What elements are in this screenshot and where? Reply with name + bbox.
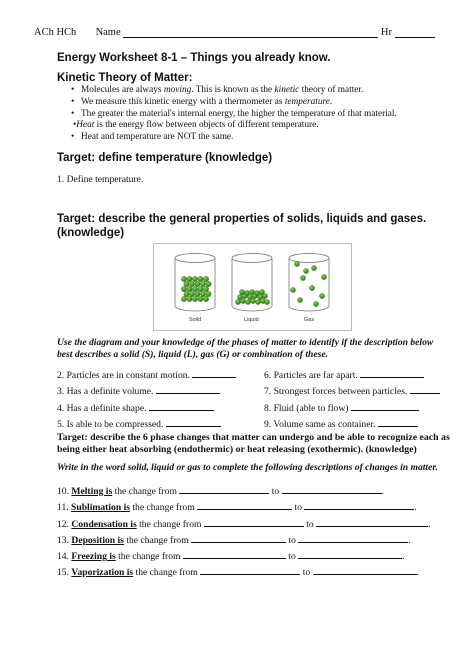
phase-question: 9. Volume same as container. bbox=[264, 417, 440, 433]
from-blank[interactable] bbox=[204, 517, 304, 527]
phase-change-question: 13. Deposition is the change from to . bbox=[57, 534, 411, 546]
phase-question: 8. Fluid (able to flow) bbox=[264, 401, 440, 417]
solid-particle bbox=[200, 281, 205, 286]
solid-particle bbox=[198, 276, 203, 281]
solid-particle bbox=[189, 281, 194, 286]
to-blank[interactable] bbox=[304, 500, 414, 510]
from-blank[interactable] bbox=[179, 484, 269, 494]
gas-particle bbox=[294, 261, 299, 266]
solid-particle bbox=[206, 291, 211, 296]
bullet-item: • We measure this kinetic energy with a thermometer as temperature. bbox=[57, 97, 397, 109]
phase-change-question: 12. Condensation is the change from to . bbox=[57, 518, 431, 530]
bullet-item: •Heat is the energy flow between objects of different temperature. bbox=[73, 120, 319, 131]
solid-particle bbox=[184, 281, 189, 286]
answer-blank[interactable] bbox=[360, 368, 424, 378]
hr-label: Hr bbox=[380, 27, 392, 38]
target-temperature-heading: Target: define temperature (knowledge) bbox=[57, 152, 273, 164]
solid-particle bbox=[181, 286, 186, 291]
solid-particle bbox=[187, 276, 192, 281]
bullet-item: • Heat and temperature are NOT the same. bbox=[57, 132, 397, 144]
from-blank[interactable] bbox=[197, 500, 292, 510]
gas-particle bbox=[290, 287, 295, 292]
from-blank[interactable] bbox=[183, 549, 286, 559]
bullet-item: • The greater the material's internal energy, the higher the temperature of that material. bbox=[57, 109, 397, 121]
gas-particle bbox=[303, 268, 308, 273]
gas-particle bbox=[319, 293, 324, 298]
solid-particle bbox=[198, 286, 203, 291]
phase-change-question: 11. Sublimation is the change from to . bbox=[57, 502, 417, 514]
solid-particle bbox=[187, 296, 192, 301]
solid-particle bbox=[192, 296, 197, 301]
hr-line[interactable] bbox=[395, 27, 435, 38]
kinetic-bullet-list bbox=[57, 85, 397, 144]
to-blank[interactable] bbox=[316, 517, 428, 527]
answer-blank[interactable] bbox=[156, 384, 220, 394]
liquid-particle bbox=[244, 290, 249, 295]
answer-blank[interactable] bbox=[166, 417, 221, 427]
solid-particle bbox=[195, 281, 200, 286]
from-blank[interactable] bbox=[200, 565, 300, 575]
solid-particle bbox=[189, 291, 194, 296]
answer-blank[interactable] bbox=[410, 384, 440, 394]
bullet-item: • Molecules are always moving. This is known as the kinetic theory of matter. bbox=[57, 85, 397, 97]
solid-particle bbox=[195, 291, 200, 296]
phase-change-list bbox=[57, 484, 431, 582]
liquid-particle bbox=[237, 294, 242, 299]
answer-blank[interactable] bbox=[378, 417, 418, 427]
phase-change-question: 15. Vaporization is the change from to . bbox=[57, 567, 419, 579]
name-line[interactable] bbox=[123, 27, 378, 38]
solid-particle bbox=[192, 286, 197, 291]
solid-particle bbox=[203, 286, 208, 291]
from-blank[interactable] bbox=[191, 533, 286, 543]
phase-question: 4. Has a definite shape. bbox=[57, 401, 236, 417]
phase-question: 5. Is able to be compressed. bbox=[57, 417, 236, 433]
gas-particle bbox=[300, 275, 305, 280]
phase-change-instructions: Write in the word solid, liquid or gas to complete the following descriptions of changes in matter. bbox=[57, 462, 438, 473]
liquid-particle bbox=[264, 299, 269, 304]
worksheet-title: Energy Worksheet 8-1 – Things you already know. bbox=[57, 52, 331, 64]
question-1: 1. Define temperature. bbox=[57, 174, 144, 185]
phases-diagram bbox=[153, 243, 352, 331]
solid-label: Solid bbox=[189, 317, 202, 323]
phase-question: 7. Strongest forces between particles. bbox=[264, 384, 440, 400]
answer-blank[interactable] bbox=[149, 401, 214, 411]
solid-particle bbox=[206, 281, 211, 286]
worksheet-header bbox=[34, 27, 444, 38]
liquid-label: Liquid bbox=[244, 317, 259, 323]
phase-question: 2. Particles are in constant motion. bbox=[57, 368, 236, 384]
liquid-particle bbox=[249, 289, 254, 294]
solid-particle bbox=[198, 296, 203, 301]
to-blank[interactable] bbox=[313, 565, 417, 575]
gas-particle bbox=[321, 274, 326, 279]
liquid-particle bbox=[245, 299, 250, 304]
solid-particle bbox=[181, 296, 186, 301]
solid-particle bbox=[200, 291, 205, 296]
gas-particle bbox=[309, 285, 314, 290]
course-label: ACh HCh bbox=[34, 27, 77, 38]
liquid-particle bbox=[235, 299, 240, 304]
answer-blank[interactable] bbox=[351, 401, 419, 411]
solid-particle bbox=[181, 276, 186, 281]
name-label: Name bbox=[95, 27, 121, 38]
gas-particle bbox=[313, 301, 318, 306]
to-blank[interactable] bbox=[298, 549, 402, 559]
liquid-particle bbox=[239, 289, 244, 294]
gas-label: Gas bbox=[304, 317, 315, 323]
liquid-particle bbox=[254, 290, 259, 295]
gas-particle bbox=[297, 297, 302, 302]
target-properties-heading: Target: describe the general properties of solids, liquids and gases. (knowledge) bbox=[57, 213, 427, 239]
phase-change-question: 10. Melting is the change from to . bbox=[57, 486, 385, 497]
target-phase-changes-heading: Target: describe the 6 phase changes that matter can undergo and be able to recognize each as being either heat absorbing (endothermic) or heat releasing (exothermic). (knowledge) bbox=[57, 432, 450, 455]
solid-particle bbox=[192, 276, 197, 281]
solid-particle bbox=[187, 286, 192, 291]
gas-particle bbox=[311, 265, 316, 270]
liquid-particle bbox=[259, 289, 264, 294]
solid-particle bbox=[184, 291, 189, 296]
liquid-particle bbox=[255, 299, 260, 304]
answer-blank[interactable] bbox=[192, 368, 236, 378]
to-blank[interactable] bbox=[282, 484, 382, 494]
solid-particle bbox=[203, 296, 208, 301]
phase-questions-left bbox=[57, 368, 236, 433]
kinetic-heading: Kinetic Theory of Matter: bbox=[57, 72, 193, 84]
solid-particle bbox=[203, 276, 208, 281]
phase-question: 6. Particles are far apart. bbox=[264, 368, 440, 384]
phase-question: 3. Has a definite volume. bbox=[57, 384, 236, 400]
phase-questions-right bbox=[264, 368, 440, 433]
diagram-instructions: Use the diagram and your knowledge of the phases of matter to identify if the description below best describes a solid (S), liquid (L), gas (G) or combination of these. bbox=[57, 337, 434, 360]
phase-change-question: 14. Freezing is the change from to . bbox=[57, 551, 405, 563]
to-blank[interactable] bbox=[298, 533, 408, 543]
